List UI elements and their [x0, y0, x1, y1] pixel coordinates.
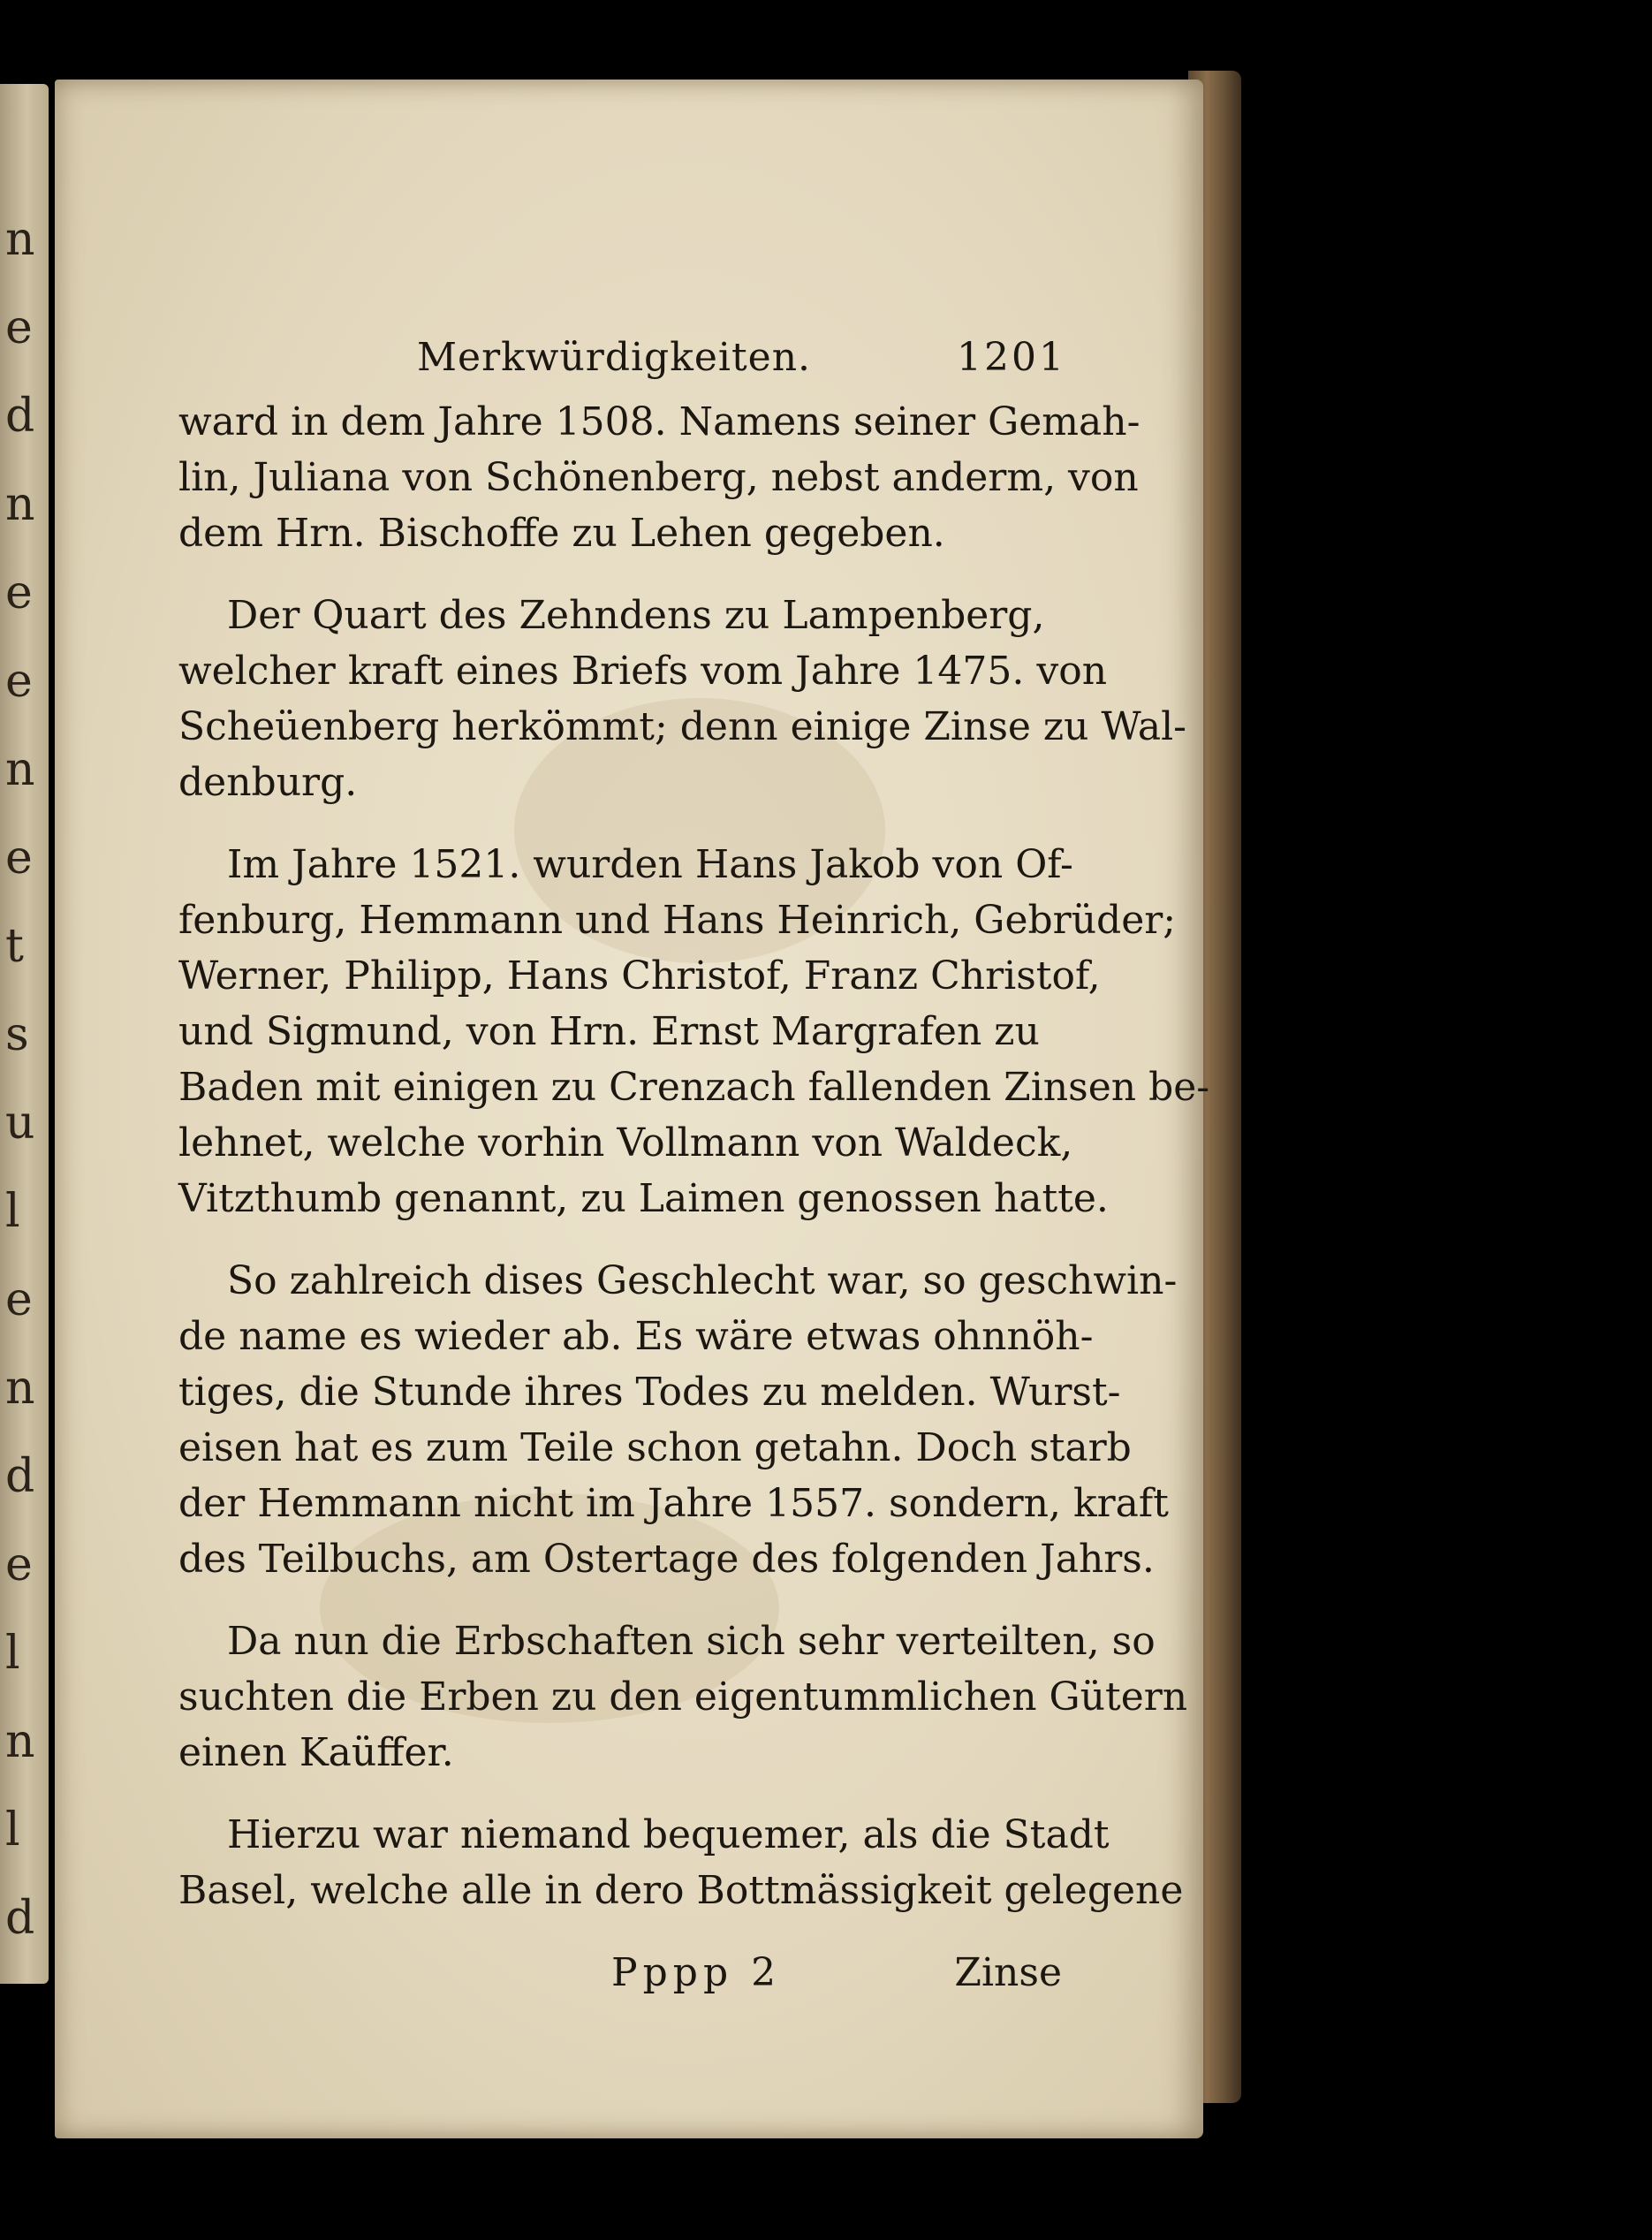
left-page-fragment: n [5, 1715, 35, 1768]
text-line: suchten die Erben zu den eigentummlichen Gütern [178, 1674, 1188, 1720]
text-line: und Sigmund, von Hrn. Ernst Margrafen zu [178, 1009, 1040, 1054]
text-line: dem Hrn. Bischoffe zu Lehen gegeben. [178, 511, 945, 556]
left-page-edge [0, 84, 49, 1984]
text-line: Werner, Philipp, Hans Christof, Franz Christof, [178, 953, 1101, 999]
left-page-fragment: e [5, 566, 33, 619]
left-page-fragment: e [5, 1273, 33, 1326]
left-page-fragment: l [5, 1185, 20, 1238]
text-line: der Hemmann nicht im Jahre 1557. sondern, kraft [178, 1481, 1169, 1526]
left-page-fragment: d [5, 1450, 35, 1503]
left-page-fragment: s [5, 1008, 29, 1061]
text-line: lehnet, welche vorhin Vollmann von Waldeck, [178, 1120, 1073, 1166]
text-line: Der Quart des Zehndens zu Lampenberg, [227, 593, 1045, 638]
left-page-fragment: l [5, 1803, 20, 1857]
left-page-fragment: n [5, 743, 35, 796]
text-line: Basel, welche alle in dero Bottmässigkeit gelegene [178, 1868, 1184, 1913]
text-line: einen Kaüffer. [178, 1730, 454, 1775]
text-line: denburg. [178, 760, 358, 805]
body-text [178, 394, 1210, 1918]
text-line: lin, Juliana von Schönenberg, nebst anderm, von [178, 455, 1139, 500]
left-page-fragment: n [5, 478, 35, 531]
running-head [178, 327, 1066, 389]
left-page-fragment: e [5, 301, 33, 354]
text-line: ward in dem Jahre 1508. Namens seiner Gemah- [178, 399, 1140, 444]
left-page-fragment: n [5, 1362, 35, 1415]
text-line: Vitzthumb genannt, zu Laimen genossen hatte. [178, 1176, 1109, 1221]
text-line: Baden mit einigen zu Crenzach fallenden Zinsen be- [178, 1065, 1210, 1110]
page-number: 1201 [957, 335, 1066, 380]
text-line: tiges, die Stunde ihres Todes zu melden. Wurst- [178, 1370, 1121, 1415]
text-line: So zahlreich dises Geschlecht war, so geschwin- [227, 1258, 1178, 1303]
catchword: Zinse [954, 1950, 1062, 1995]
paragraph [178, 1614, 1188, 1781]
left-page-fragment: e [5, 655, 33, 708]
book-page [55, 80, 1210, 2138]
text-line: des Teilbuchs, am Ostertage des folgenden Jahrs. [178, 1537, 1155, 1582]
left-page-fragment: d [5, 1892, 35, 1945]
page-footer [178, 1945, 1062, 2001]
paragraph [178, 1807, 1184, 1918]
left-page-fragment: e [5, 1538, 33, 1591]
left-page-fragment: t [5, 920, 24, 973]
paragraph [178, 837, 1210, 1226]
text-line: Hierzu war niemand bequemer, als die Stadt [227, 1812, 1110, 1857]
text-line: Da nun die Erbschaften sich sehr verteilten, so [227, 1619, 1156, 1664]
left-page-fragment: e [5, 831, 33, 885]
running-title: Merkwürdigkeiten. [417, 335, 812, 380]
paragraph [178, 394, 1140, 561]
paragraph [178, 588, 1187, 810]
paragraph [178, 1253, 1178, 1587]
left-page-fragment: d [5, 390, 35, 443]
text-line: Im Jahre 1521. wurden Hans Jakob von Of- [227, 842, 1073, 887]
left-page-fragment: u [5, 1097, 35, 1150]
text-block [178, 327, 1210, 2001]
left-page-fragment: l [5, 1627, 20, 1680]
text-line: welcher kraft eines Briefs vom Jahre 1475. von [178, 649, 1108, 694]
text-line: fenburg, Hemmann und Hans Heinrich, Gebrüder; [178, 898, 1177, 943]
text-line: eisen hat es zum Teile schon getahn. Doch starb [178, 1425, 1132, 1470]
left-page-fragment: n [5, 213, 35, 266]
text-line: de name es wieder ab. Es wäre etwas ohnnöh- [178, 1314, 1094, 1359]
text-line: Scheüenberg herkömmt; denn einige Zinse zu Wal- [178, 704, 1187, 749]
signature-mark: Pppp 2 [611, 1950, 782, 1995]
